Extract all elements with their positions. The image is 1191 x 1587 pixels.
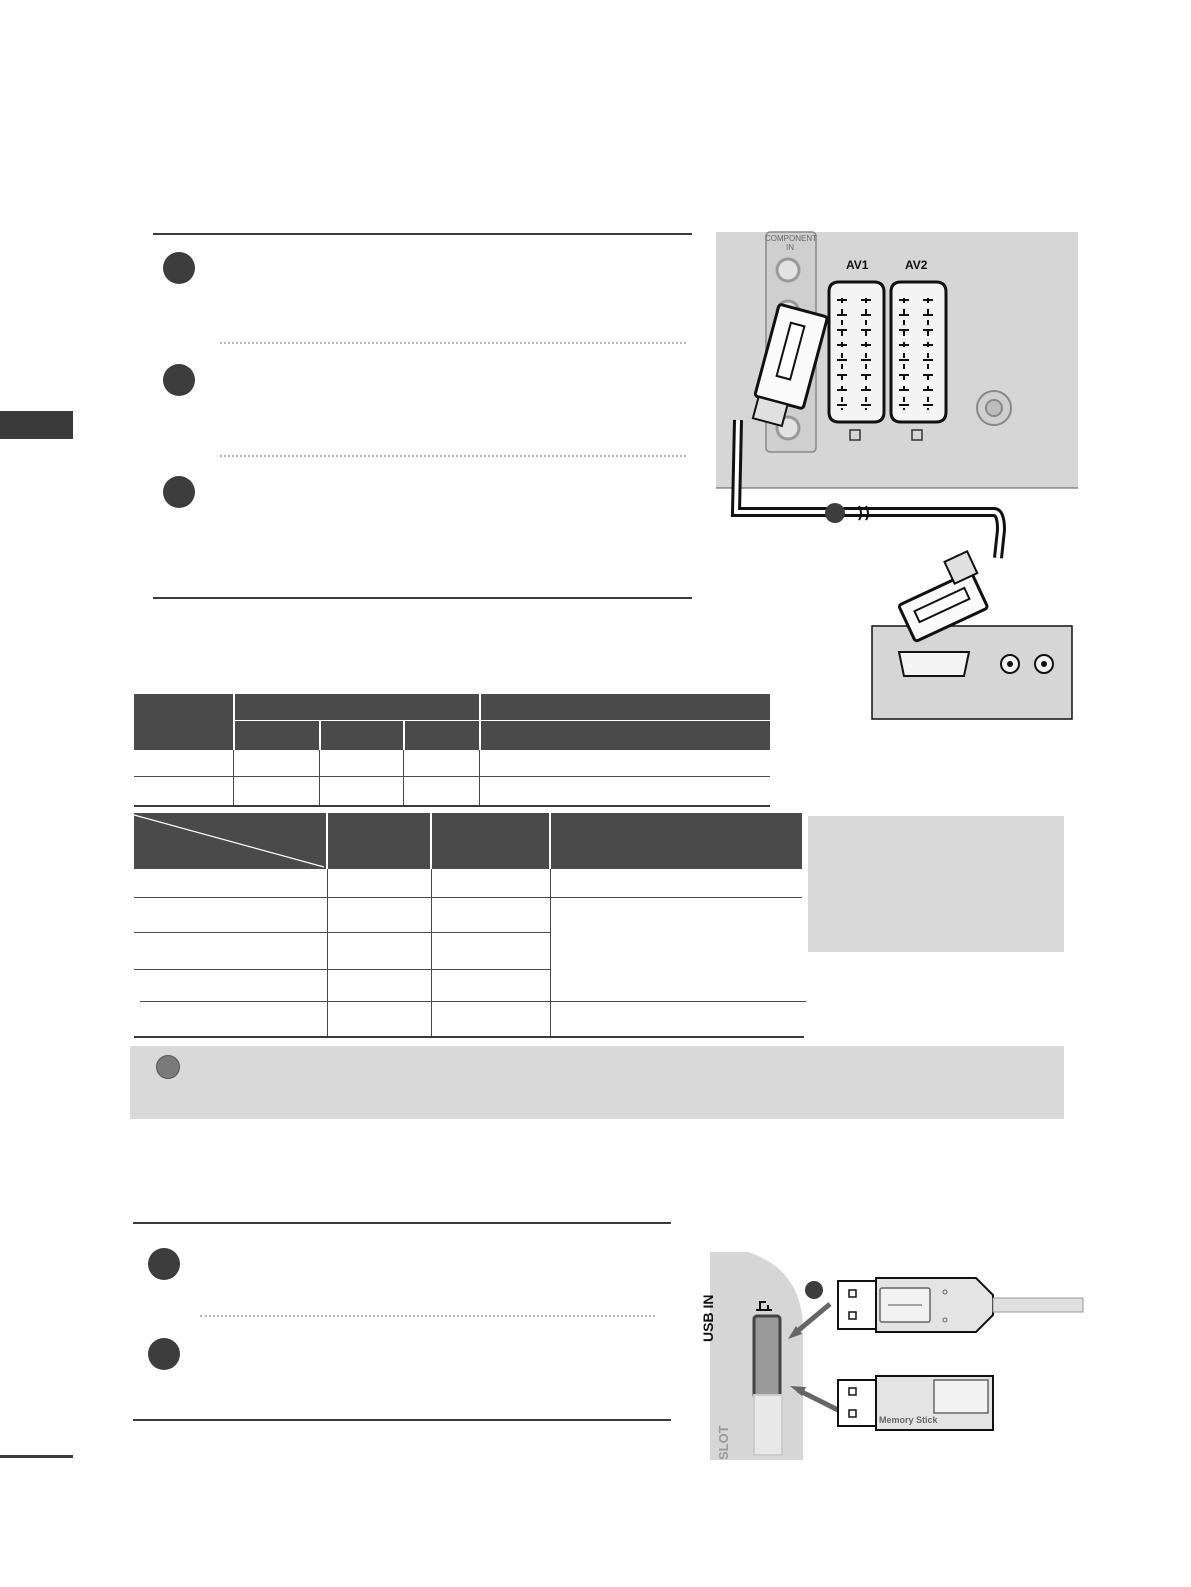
note-bar	[130, 1046, 1064, 1119]
table2-row	[140, 1001, 806, 1002]
step-2-marker	[163, 364, 195, 396]
table1-header-sep	[319, 720, 321, 750]
table2-diagonal	[134, 813, 326, 869]
table1-header-divider	[235, 720, 770, 721]
section2-top-rule	[133, 1222, 671, 1224]
table1-row	[134, 776, 770, 777]
table2-col-sep	[327, 869, 328, 1037]
side-note-box	[808, 816, 1064, 952]
table2-row	[134, 932, 550, 933]
av2-label: AV2	[905, 258, 928, 272]
step-divider	[220, 342, 686, 344]
slot-label: SLOT	[716, 1425, 731, 1460]
table2-bottom-rule	[134, 1036, 804, 1038]
usb-illustration	[708, 1250, 1088, 1462]
section1-bottom-rule	[153, 597, 692, 599]
component-label: COMPONENT IN	[765, 234, 817, 252]
section2-bottom-rule	[133, 1419, 671, 1421]
table1-header	[134, 694, 770, 750]
table2-header-sep	[326, 813, 328, 869]
table2-row	[134, 969, 550, 970]
table2-header-sep	[549, 813, 551, 869]
step-3-marker	[163, 476, 195, 508]
table1-header-sep	[479, 694, 481, 750]
table1-col-sep	[479, 750, 480, 806]
av-scart-illustration	[716, 230, 1081, 725]
table2-row	[134, 897, 802, 898]
table1-bottom-rule	[134, 805, 770, 807]
av1-label: AV1	[846, 258, 869, 272]
step-divider	[220, 455, 686, 457]
table1-col-sep	[233, 750, 234, 806]
step-divider	[200, 1315, 655, 1317]
table1-col-sep	[403, 750, 404, 806]
page-corner-bar	[0, 1455, 73, 1458]
step-1-marker	[163, 252, 195, 284]
table2-col-sep	[431, 869, 432, 1037]
table1-header-sep	[233, 694, 235, 750]
section1-top-rule	[153, 233, 692, 235]
chapter-tab	[0, 411, 73, 439]
table2-header-sep	[430, 813, 432, 869]
memory-stick-label: Memory Stick	[879, 1415, 938, 1425]
table2-col-sep	[550, 869, 551, 1037]
usb-in-label: USB IN	[700, 1294, 716, 1342]
note-bullet	[156, 1055, 180, 1079]
table1-header-sep	[403, 720, 405, 750]
step-1-marker	[148, 1248, 180, 1280]
step-2-marker	[148, 1338, 180, 1370]
table1-col-sep	[319, 750, 320, 806]
